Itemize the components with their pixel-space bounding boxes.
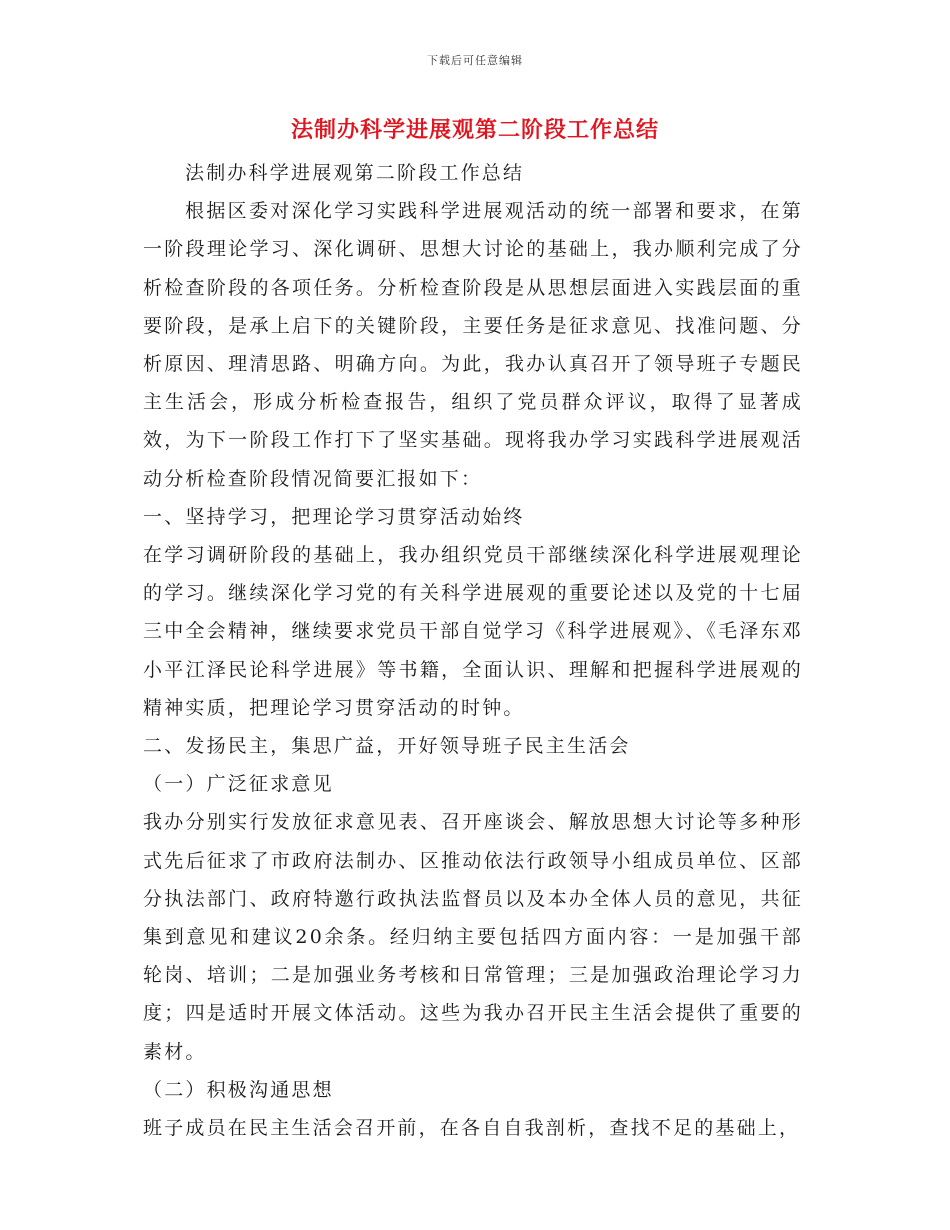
page-header-note: 下载后可任意编辑 [427,54,523,67]
intro-paragraph: 根据区委对深化学习实践科学进展观活动的统一部署和要求，在第一阶段理论学习、深化调研、思想大讨论的基础上，我办顺利完成了分析检查阶段的各项任务。分析检查阶段是从思想层面进入实践层面的重要阶段，是承上启下的关键阶段，主要任务是征求意见、找准问题、分析原因、理清思路、明确方向。为此，我办认真召开了领导班子专题民主生活会，形成分析检查报告，组织了党员群众评议，取得了显著成效，为下一阶段工作打下了坚实基础。现将我办学习实践科学进展观活动分析检查阶段情况简要汇报如下： [143,200,803,490]
subsection-1-heading: （一）广泛征求意见 [143,773,334,796]
section-2-heading: 二、发扬民主，集思广益，开好领导班子民主生活会 [143,735,631,758]
document-title: 法制办科学进展观第二阶段工作总结 [290,117,659,143]
section-1-heading: 一、坚持学习，把理论学习贯穿活动始终 [143,505,525,528]
document-subtitle: 法制办科学进展观第二阶段工作总结 [185,162,525,184]
section-1-paragraph: 在学习调研阶段的基础上，我办组织党员干部继续深化科学进展观理论的学习。继续深化学习党的有关科学进展观的重要论述以及党的十七届三中全会精神，继续要求党员干部自觉学习《科学进展观》、《毛泽东邓小平江泽民论科学进展》等书籍，全面认识、理解和把握科学进展观的精神实质，把理论学习贯穿活动的时钟。 [143,544,803,719]
subsection-2-paragraph: 班子成员在民主生活会召开前，在各自自我剖析，查找不足的基础上， [143,1117,801,1140]
document-body [143,154,803,1147]
subsection-2-heading: （二）积极沟通思想 [143,1078,334,1101]
subsection-1-paragraph: 我办分别实行发放征求意见表、召开座谈会、解放思想大讨论等多种形式先后征求了市政府法制办、区推动依法行政领导小组成员单位、区部分执法部门、政府特邀行政执法监督员以及本办全体人员的意见，共征集到意见和建议20余条。经归纳主要包括四方面内容：一是加强干部轮岗、培训；二是加强业务考核和日常管理；三是加强政治理论学习力度；四是适时开展文体活动。这些为我办召开民主生活会提供了重要的素材。 [143,811,803,1063]
